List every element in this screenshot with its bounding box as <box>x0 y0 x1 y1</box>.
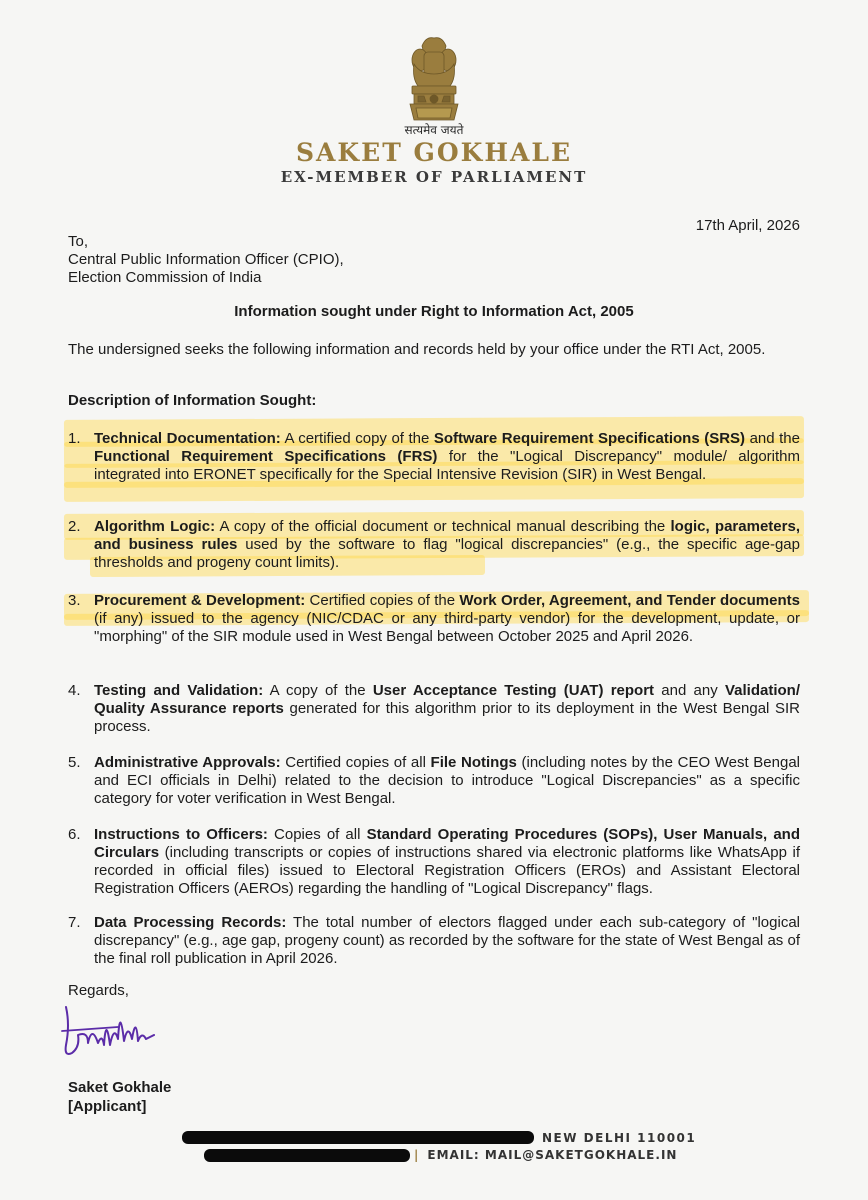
footer-city: NEW DELHI 110001 <box>542 1131 697 1145</box>
text-segment: used by the software to flag "logical discrepancies" (e.g., the specific age-gap thresholds and progeny count limits). <box>94 536 800 571</box>
item-text <box>94 518 800 572</box>
item-text <box>94 430 800 484</box>
item-number: 6. <box>68 826 81 843</box>
bold-phrase: Procurement & Development: <box>94 592 306 609</box>
item-number: 1. <box>68 430 81 447</box>
text-segment: A copy of the <box>263 682 373 699</box>
item-number: 4. <box>68 682 81 699</box>
description-heading: Description of Information Sought: <box>68 392 317 409</box>
text-segment: Copies of all <box>267 826 367 843</box>
bold-phrase: Standard Operating Procedures (SOPs), User Manuals, and Circulars <box>94 826 800 861</box>
bold-phrase: Validation/ Quality Assurance reports <box>94 682 800 717</box>
text-segment: Certified copies of the <box>305 592 460 609</box>
bold-phrase: Technical Documentation: <box>94 430 281 447</box>
item-text <box>94 682 800 736</box>
item-text <box>94 826 800 898</box>
bold-phrase: Administrative Approvals: <box>94 754 281 771</box>
letterhead-name: SAKET GOKHALE <box>295 138 573 167</box>
item-number: 5. <box>68 754 81 771</box>
item-number: 7. <box>68 914 81 931</box>
text-segment: and the <box>745 430 800 447</box>
signature-image <box>58 995 168 1065</box>
item-text <box>94 754 800 808</box>
footer-email: EMAIL: MAIL@SAKETGOKHALE.IN <box>427 1148 678 1162</box>
signatory <box>68 1078 171 1116</box>
redaction-bar <box>182 1131 534 1144</box>
recipient-address <box>68 233 344 287</box>
list-item <box>68 518 800 572</box>
item-number: 3. <box>68 592 81 609</box>
text-segment: and any <box>654 682 725 699</box>
list-item <box>68 826 800 898</box>
recipient-to: To, <box>68 233 89 250</box>
emblem-motto: सत्यमेव जयते <box>404 123 464 137</box>
recipient-line: Election Commission of India <box>68 269 262 286</box>
list-item <box>68 430 800 484</box>
text-segment: for the "Logical Discrepancy" module/ algorithm integrated into ERONET specifically for the Special Intensive Revision (SIR) in West Bengal. <box>94 448 800 483</box>
text-segment: The total number of electors flagged under each sub-category of "logical discrepancy" (e.g., age gap, progeny count) as recorded by the software for the state of West Bengal as of the final roll publication in April 2026. <box>94 914 800 967</box>
text-segment: generated for this algorithm prior to its deployment in the West Bengal SIR process. <box>94 700 800 735</box>
text-segment: Certified copies of all <box>280 754 431 771</box>
recipient-line: Central Public Information Officer (CPIO), <box>68 251 344 268</box>
text-segment: A copy of the official document or technical manual describing the <box>215 518 671 535</box>
list-item <box>68 592 800 646</box>
signatory-role: [Applicant] <box>68 1098 147 1115</box>
footer-separator: | <box>414 1148 420 1162</box>
intro-paragraph: The undersigned seeks the following information and records held by your office under the RTI Act, 2005. <box>68 341 766 358</box>
text-segment: A certified copy of the <box>280 430 434 447</box>
text-segment: (if any) issued to the agency (NIC/CDAC or any third-party vendor) for the development, update, or "morphing" of the SIR module used in West Bengal between October 2025 and April 2026. <box>94 610 800 645</box>
redaction-bar <box>204 1149 410 1162</box>
letterhead-title: EX-MEMBER OF PARLIAMENT <box>280 168 588 186</box>
item-number: 2. <box>68 518 81 535</box>
bold-phrase: Instructions to Officers: <box>94 826 268 843</box>
bold-phrase: Data Processing Records: <box>94 914 287 931</box>
bold-phrase: User Acceptance Testing (UAT) report <box>372 682 655 699</box>
bold-phrase: logic, parameters, and business rules <box>94 518 800 553</box>
bold-phrase: Work Order, Agreement, and Tender documents <box>459 592 800 609</box>
item-text <box>94 592 800 646</box>
bold-phrase: Software Requirement Specifications (SRS) <box>433 430 746 447</box>
signatory-name: Saket Gokhale <box>68 1079 172 1096</box>
letter-date: 17th April, 2026 <box>695 217 800 234</box>
national-emblem-icon <box>404 34 464 126</box>
text-segment: (including transcripts or copies of instructions shared via electronic platforms like WhatsApp if recorded in official files) issued to Electoral Registration Officers (EROs) and Assistant Electoral Registration Officers (AEROs) regarding the handling of "Logical Discrepancy" flags. <box>94 844 800 897</box>
closing-regards: Regards, <box>68 982 129 999</box>
list-item <box>68 682 800 736</box>
list-item <box>68 754 800 808</box>
letter-subject: Information sought under Right to Information Act, 2005 <box>234 303 634 320</box>
item-text <box>94 914 800 968</box>
bold-phrase: Algorithm Logic: <box>94 518 216 535</box>
list-item <box>68 914 800 968</box>
bold-phrase: File Notings <box>430 754 517 771</box>
text-segment: (including notes by the CEO West Bengal and ECI officials in Delhi) related to the decision to introduce "Logical Discrepancies" as a specific category for voter verification in West Bengal. <box>94 754 801 807</box>
bold-phrase: Testing and Validation: <box>94 682 264 699</box>
bold-phrase: Functional Requirement Specifications (FRS) <box>94 448 438 465</box>
footer-contact <box>414 1148 677 1162</box>
